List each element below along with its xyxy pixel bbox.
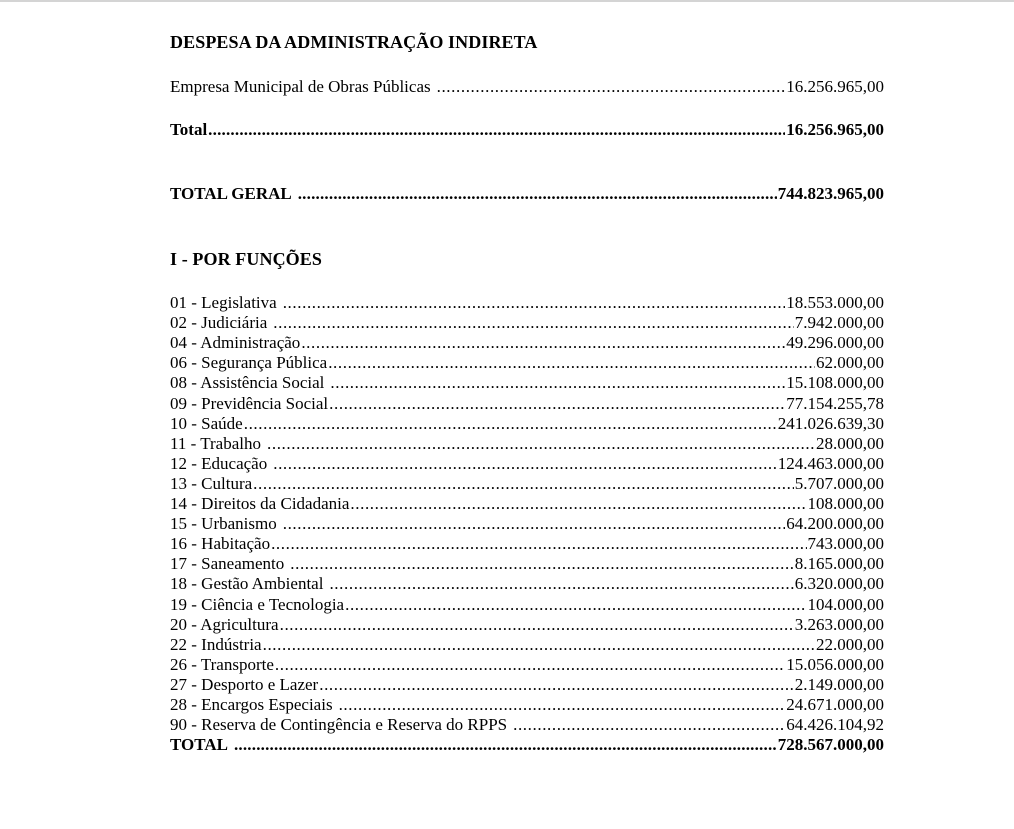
row-label: 20 - Agricultura [170, 614, 279, 634]
row-label: 18 - Gestão Ambiental [170, 574, 324, 594]
dot-leader [273, 454, 777, 474]
funcao-row [170, 394, 884, 414]
row-value: 64.426.104,92 [786, 715, 884, 735]
funcao-row [170, 293, 884, 313]
funcao-row [170, 333, 884, 353]
row-label: 01 - Legislativa [170, 293, 277, 312]
row-value: 744.823.965,00 [777, 184, 884, 203]
funcao-row [170, 695, 884, 715]
dot-leader [263, 635, 815, 655]
dot-leader [437, 77, 786, 97]
row-value: 77.154.255,78 [786, 393, 884, 413]
dot-leader [329, 394, 785, 414]
row-label: 16 - Habitação [170, 534, 271, 554]
row-value: 104.000,00 [807, 594, 884, 614]
row-value: 15.056.000,00 [786, 654, 884, 674]
dot-leader [298, 184, 777, 204]
row-value: 16.256.965,00 [786, 120, 884, 139]
dot-leader [330, 373, 785, 393]
dot-leader [267, 434, 815, 454]
row-label: Total [170, 120, 208, 139]
row-value: 24.671.000,00 [786, 695, 884, 714]
dot-leader [271, 534, 806, 554]
row-label: 15 - Urbanismo [170, 514, 277, 534]
row-value: 2.149.000,00 [794, 674, 884, 694]
row-value: 16.256.965,00 [786, 77, 884, 96]
row-label: 22 - Indústria [170, 634, 262, 654]
dot-leader [244, 414, 777, 434]
row-value: 108.000,00 [807, 494, 884, 513]
dot-leader [208, 120, 785, 140]
funcao-row [170, 434, 884, 454]
row-value: 62.000,00 [816, 353, 884, 373]
row-label: 10 - Saúde [170, 413, 243, 433]
funcao-row [170, 574, 884, 594]
row-value: 7.942.000,00 [794, 313, 884, 333]
funcao-row [170, 675, 884, 695]
row-value: 241.026.639,30 [777, 413, 884, 433]
total-geral-row [170, 184, 884, 204]
dot-leader [253, 474, 794, 494]
dot-leader [273, 313, 794, 333]
row-label: 09 - Previdência Social [170, 393, 329, 413]
row-label: 17 - Saneamento [170, 554, 285, 574]
row-label: 19 - Ciência e Tecnologia [170, 594, 345, 614]
indireta-entry-row [170, 77, 884, 97]
row-label: 06 - Segurança Pública [170, 353, 328, 373]
row-value: 18.553.000,00 [786, 293, 884, 312]
row-label: TOTAL GERAL [170, 184, 292, 203]
heading-despesa-administracao-indireta: DESPESA DA ADMINISTRAÇÃO INDIRETA [170, 32, 538, 52]
row-label: 02 - Judiciária [170, 313, 268, 333]
funcao-row [170, 313, 884, 333]
row-value: 124.463.000,00 [777, 453, 884, 473]
row-label: 26 - Transporte [170, 654, 274, 674]
funcao-row [170, 715, 884, 735]
dot-leader [329, 574, 793, 594]
dot-leader [275, 655, 785, 675]
funcao-row [170, 514, 884, 534]
funcoes-total-row [170, 735, 884, 755]
row-label: 90 - Reserva de Contingência e Reserva do RPPS [170, 715, 508, 735]
row-label: 27 - Desporto e Lazer [170, 674, 319, 694]
row-value: 64.200.000,00 [786, 514, 884, 534]
dot-leader [301, 333, 785, 353]
heading-por-funcoes: I - POR FUNÇÕES [170, 249, 323, 269]
funcao-row [170, 414, 884, 434]
funcao-row [170, 534, 884, 554]
row-label: 28 - Encargos Especiais [170, 695, 333, 714]
dot-leader [350, 494, 806, 514]
row-label: TOTAL [170, 735, 228, 755]
row-value: 5.707.000,00 [794, 473, 884, 493]
page-top-rule [0, 0, 1014, 2]
indireta-total-row [170, 120, 884, 140]
dot-leader [234, 735, 777, 755]
dot-leader [319, 675, 794, 695]
row-label: 04 - Administração [170, 333, 301, 353]
row-label: Empresa Municipal de Obras Públicas [170, 77, 431, 96]
funcao-row [170, 615, 884, 635]
row-value: 49.296.000,00 [786, 333, 884, 353]
funcao-row [170, 595, 884, 615]
funcao-row [170, 635, 884, 655]
funcao-row [170, 655, 884, 675]
row-value: 743.000,00 [807, 534, 884, 554]
row-label: 13 - Cultura [170, 473, 253, 493]
row-label: 14 - Direitos da Cidadania [170, 494, 350, 513]
dot-leader [513, 715, 785, 735]
row-value: 15.108.000,00 [786, 373, 884, 393]
row-value: 8.165.000,00 [794, 554, 884, 574]
dot-leader [345, 595, 806, 615]
row-label: 12 - Educação [170, 453, 268, 473]
row-value: 728.567.000,00 [777, 735, 884, 755]
dot-leader [339, 695, 786, 715]
row-value: 22.000,00 [816, 634, 884, 654]
row-value: 3.263.000,00 [794, 614, 884, 634]
row-label: 11 - Trabalho [170, 433, 261, 453]
dot-leader [290, 554, 794, 574]
row-label: 08 - Assistência Social [170, 373, 325, 393]
row-value: 6.320.000,00 [794, 574, 884, 594]
row-value: 28.000,00 [816, 433, 884, 453]
funcao-row [170, 554, 884, 574]
dot-leader [283, 293, 786, 313]
dot-leader [328, 353, 815, 373]
dot-leader [283, 514, 786, 534]
funcao-row [170, 373, 884, 393]
funcao-row [170, 353, 884, 373]
funcao-row [170, 454, 884, 474]
funcao-row [170, 494, 884, 514]
funcao-row [170, 474, 884, 494]
dot-leader [280, 615, 794, 635]
